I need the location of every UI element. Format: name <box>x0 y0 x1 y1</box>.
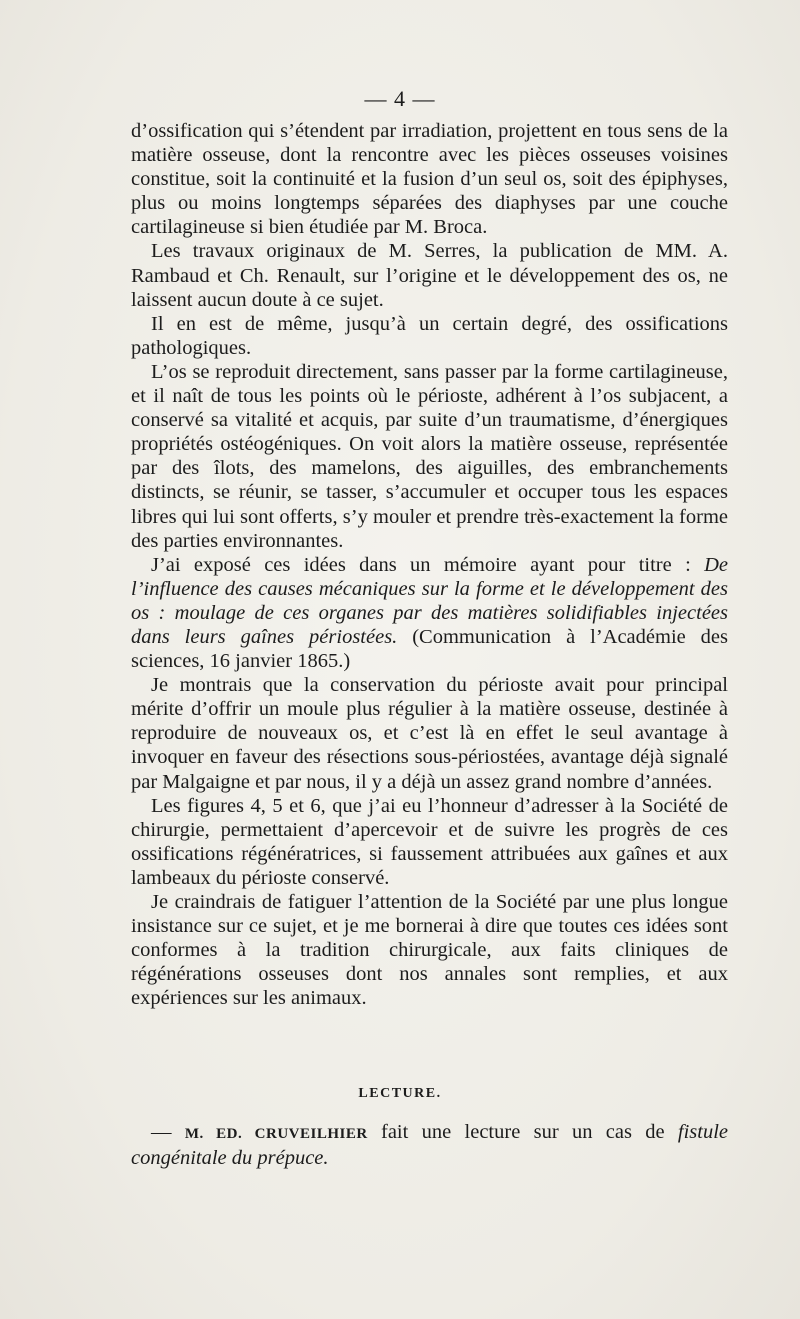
paragraph-2: Les travaux originaux de M. Serres, la publication de MM. A. Rambaud et Ch. Renault, sur l’origine et le développement des os, ne laissent aucun doute à ce sujet. <box>131 240 728 311</box>
paragraph-1: d’ossification qui s’étendent par irradiation, projettent en tous sens de la matière osseuse, dont la rencontre avec les pièces osseuses voisines constitue, soit la continuité et la fusion d’un seul os, soit des épiphyses, plus ou moins longtemps séparées des diaphyses par une couche cartilagineuse si bien étudiée par M. Broca. <box>131 120 728 239</box>
lecture-dash: — <box>151 1121 185 1143</box>
paragraph-5-citation: (Communication à l’Académie des sciences, 16 janvier 1865.) <box>131 625 728 673</box>
lecture-text: fait une lecture sur un cas de <box>367 1121 678 1143</box>
paragraph-5 <box>131 553 728 673</box>
page-number: — 4 — <box>364 86 436 111</box>
paragraph-4: L’os se reproduit directement, sans passer par la forme cartilagineuse, et il naît de tous les points où le périoste, adhérent à l’os subjacent, a conservé sa vitalité et acquis, par suite d’un traumatisme, d’énergiques propriétés ostéogéniques. On voit alors la matière osseuse, représentée par des îlots, des mamelons, des aiguilles, des embranchements distincts, se réunir, se tasser, s’accumuler et occuper tous les espaces libres qui lui sont offerts, s’y mouler et prendre très-exactement la forme des parties environnantes. <box>131 360 728 552</box>
paragraph-8: Je craindrais de fatiguer l’attention de la Société par une plus longue insistance sur ce sujet, et je me bornerai à dire que toutes ces idées sont conformes à la tradition chirurgicale, aux faits cliniques de régénérations osseuses dont nos annales sont remplies, et aux expériences sur les animaux. <box>131 891 728 1010</box>
paragraph-5-intro: J’ai exposé ces idées dans un mémoire ayant pour titre : <box>151 553 705 576</box>
lecture-topic: fistule congénitale du prépuce. <box>131 1121 729 1169</box>
paragraph-7: Les figures 4, 5 et 6, que j’ai eu l’honneur d’adresser à la Société de chirurgie, permettaient d’apercevoir et de suivre les progrès de ces ossifications régénératrices, si faussement attribuées aux gaînes et aux lambeaux du périoste conservé. <box>131 794 728 889</box>
paragraph-6: Je montrais que la conservation du périoste avait pour principal mérite d’offrir un moule plus régulier à la matière osseuse, destinée à reproduire de nouveaux os, et c’est là en effet le seul avantage à invoquer en faveur des résections sous-périostées, avantage déjà signalé par Malgaigne et par nous, il y a déjà un assez grand nombre d’années. <box>131 674 728 793</box>
paragraph-3: Il en est de même, jusqu’à un certain degré, des ossifications pathologiques. <box>131 312 728 359</box>
body-text <box>131 119 728 1010</box>
section-heading: LECTURE. <box>358 1086 442 1101</box>
lecture-paragraph <box>131 1120 728 1170</box>
memoir-title: De l’influence des causes mécaniques sur la forme et le développement des os : moulage de ces organes par des matières solidifiables injectées dans leurs gaînes périostées. <box>131 553 728 648</box>
speaker-name: M. ED. CRUVEILHIER <box>184 1126 368 1142</box>
